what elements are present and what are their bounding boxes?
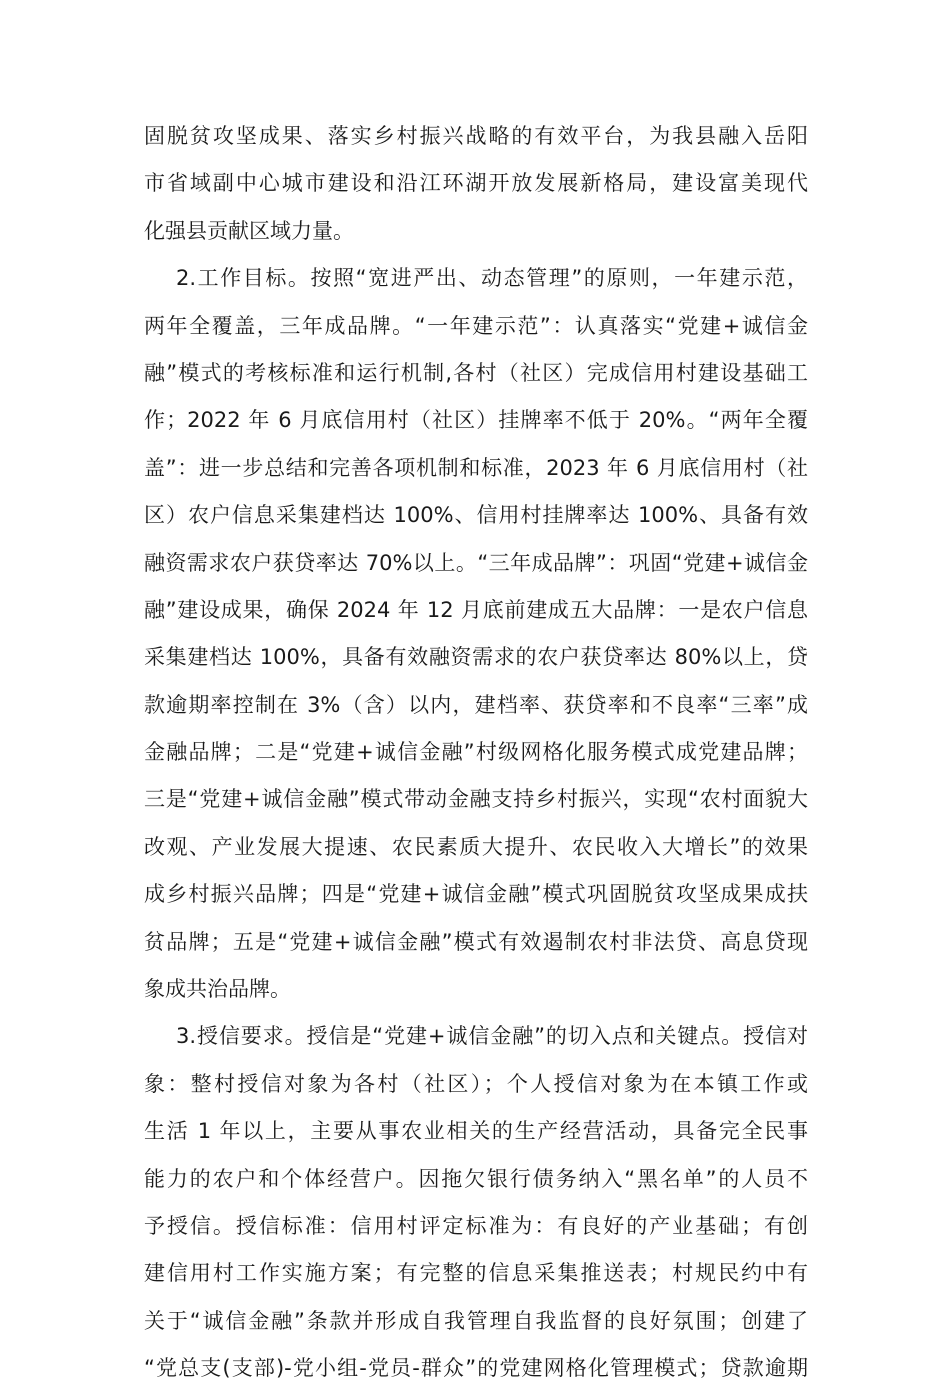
text-line: 象成共治品牌。 [144,977,291,1002]
paragraph-credit-requirements [144,1013,808,1392]
text-line: 予授信。授信标准：信用村评定标准为：有良好的产业基础；有创 [144,1213,808,1238]
text-line: 贫品牌；五是“党建+诚信金融”模式有效遏制农村非法贷、高息贷现 [144,929,808,954]
text-line: 融”模式的考核标准和运行机制,各村（社区）完成信用村建设基础工 [144,360,808,385]
text-line: 化强县贡献区域力量。 [144,218,354,243]
text-line: 融”建设成果，确保 2024 年 12 月底前建成五大品牌：一是农户信息 [144,597,808,622]
text-line: 象：整村授信对象为各村（社区）；个人授信对象为在本镇工作或 [144,1071,808,1096]
paragraph-work-goal [144,255,808,1013]
text-line: 成乡村振兴品牌；四是“党建+诚信金融”模式巩固脱贫攻坚成果成扶 [144,882,808,907]
text-line: 金融品牌；二是“党建+诚信金融”村级网格化服务模式成党建品牌； [144,740,808,765]
text-line: 款逾期率控制在 3%（含）以内，建档率、获贷率和不良率“三率”成 [144,692,808,717]
text-line: 采集建档达 100%，具备有效融资需求的农户获贷率达 80%以上，贷 [144,645,808,670]
text-line: “党总支(支部)-党小组-党员-群众”的党建网格化管理模式；贷款逾期 [144,1356,808,1381]
text-line: 建信用村工作实施方案；有完整的信息采集推送表；村规民约中有 [144,1261,808,1286]
text-line: 区）农户信息采集建档达 100%、信用村挂牌率达 100%、具备有效 [144,503,808,528]
text-line: 固脱贫攻坚成果、落实乡村振兴战略的有效平台，为我县融入岳阳 [144,124,808,148]
document-body [144,113,808,1393]
text-line: 2.工作目标。按照“宽进严出、动态管理”的原则，一年建示范， [176,266,808,291]
text-line: 生活 1 年以上，主要从事农业相关的生产经营活动，具备完全民事 [144,1119,808,1144]
text-line: 改观、产业发展大提速、农民素质大提升、农民收入大增长”的效果 [144,834,808,859]
text-line: 融资需求农户获贷率达 70%以上。“三年成品牌”：巩固“党建+诚信金 [144,550,808,575]
text-line: 能力的农户和个体经营户。因拖欠银行债务纳入“黑名单”的人员不 [144,1166,808,1191]
text-line: 作；2022 年 6 月底信用村（社区）挂牌率不低于 20%。“两年全覆 [144,408,808,433]
text-line: 三是“党建+诚信金融”模式带动金融支持乡村振兴，实现“农村面貌大 [144,787,808,812]
text-line: 市省域副中心城市建设和沿江环湖开放发展新格局，建设富美现代 [144,171,808,196]
text-line: 关于“诚信金融”条款并形成自我管理自我监督的良好氛围；创建了 [144,1308,808,1333]
text-line: 两年全覆盖，三年成品牌。“一年建示范”：认真落实“党建+诚信金 [144,313,808,338]
text-line: 盖”：进一步总结和完善各项机制和标准，2023 年 6 月底信用村（社 [144,455,808,480]
paragraph-continuation [144,113,808,255]
text-line: 3.授信要求。授信是“党建+诚信金融”的切入点和关键点。授信对 [176,1024,808,1049]
